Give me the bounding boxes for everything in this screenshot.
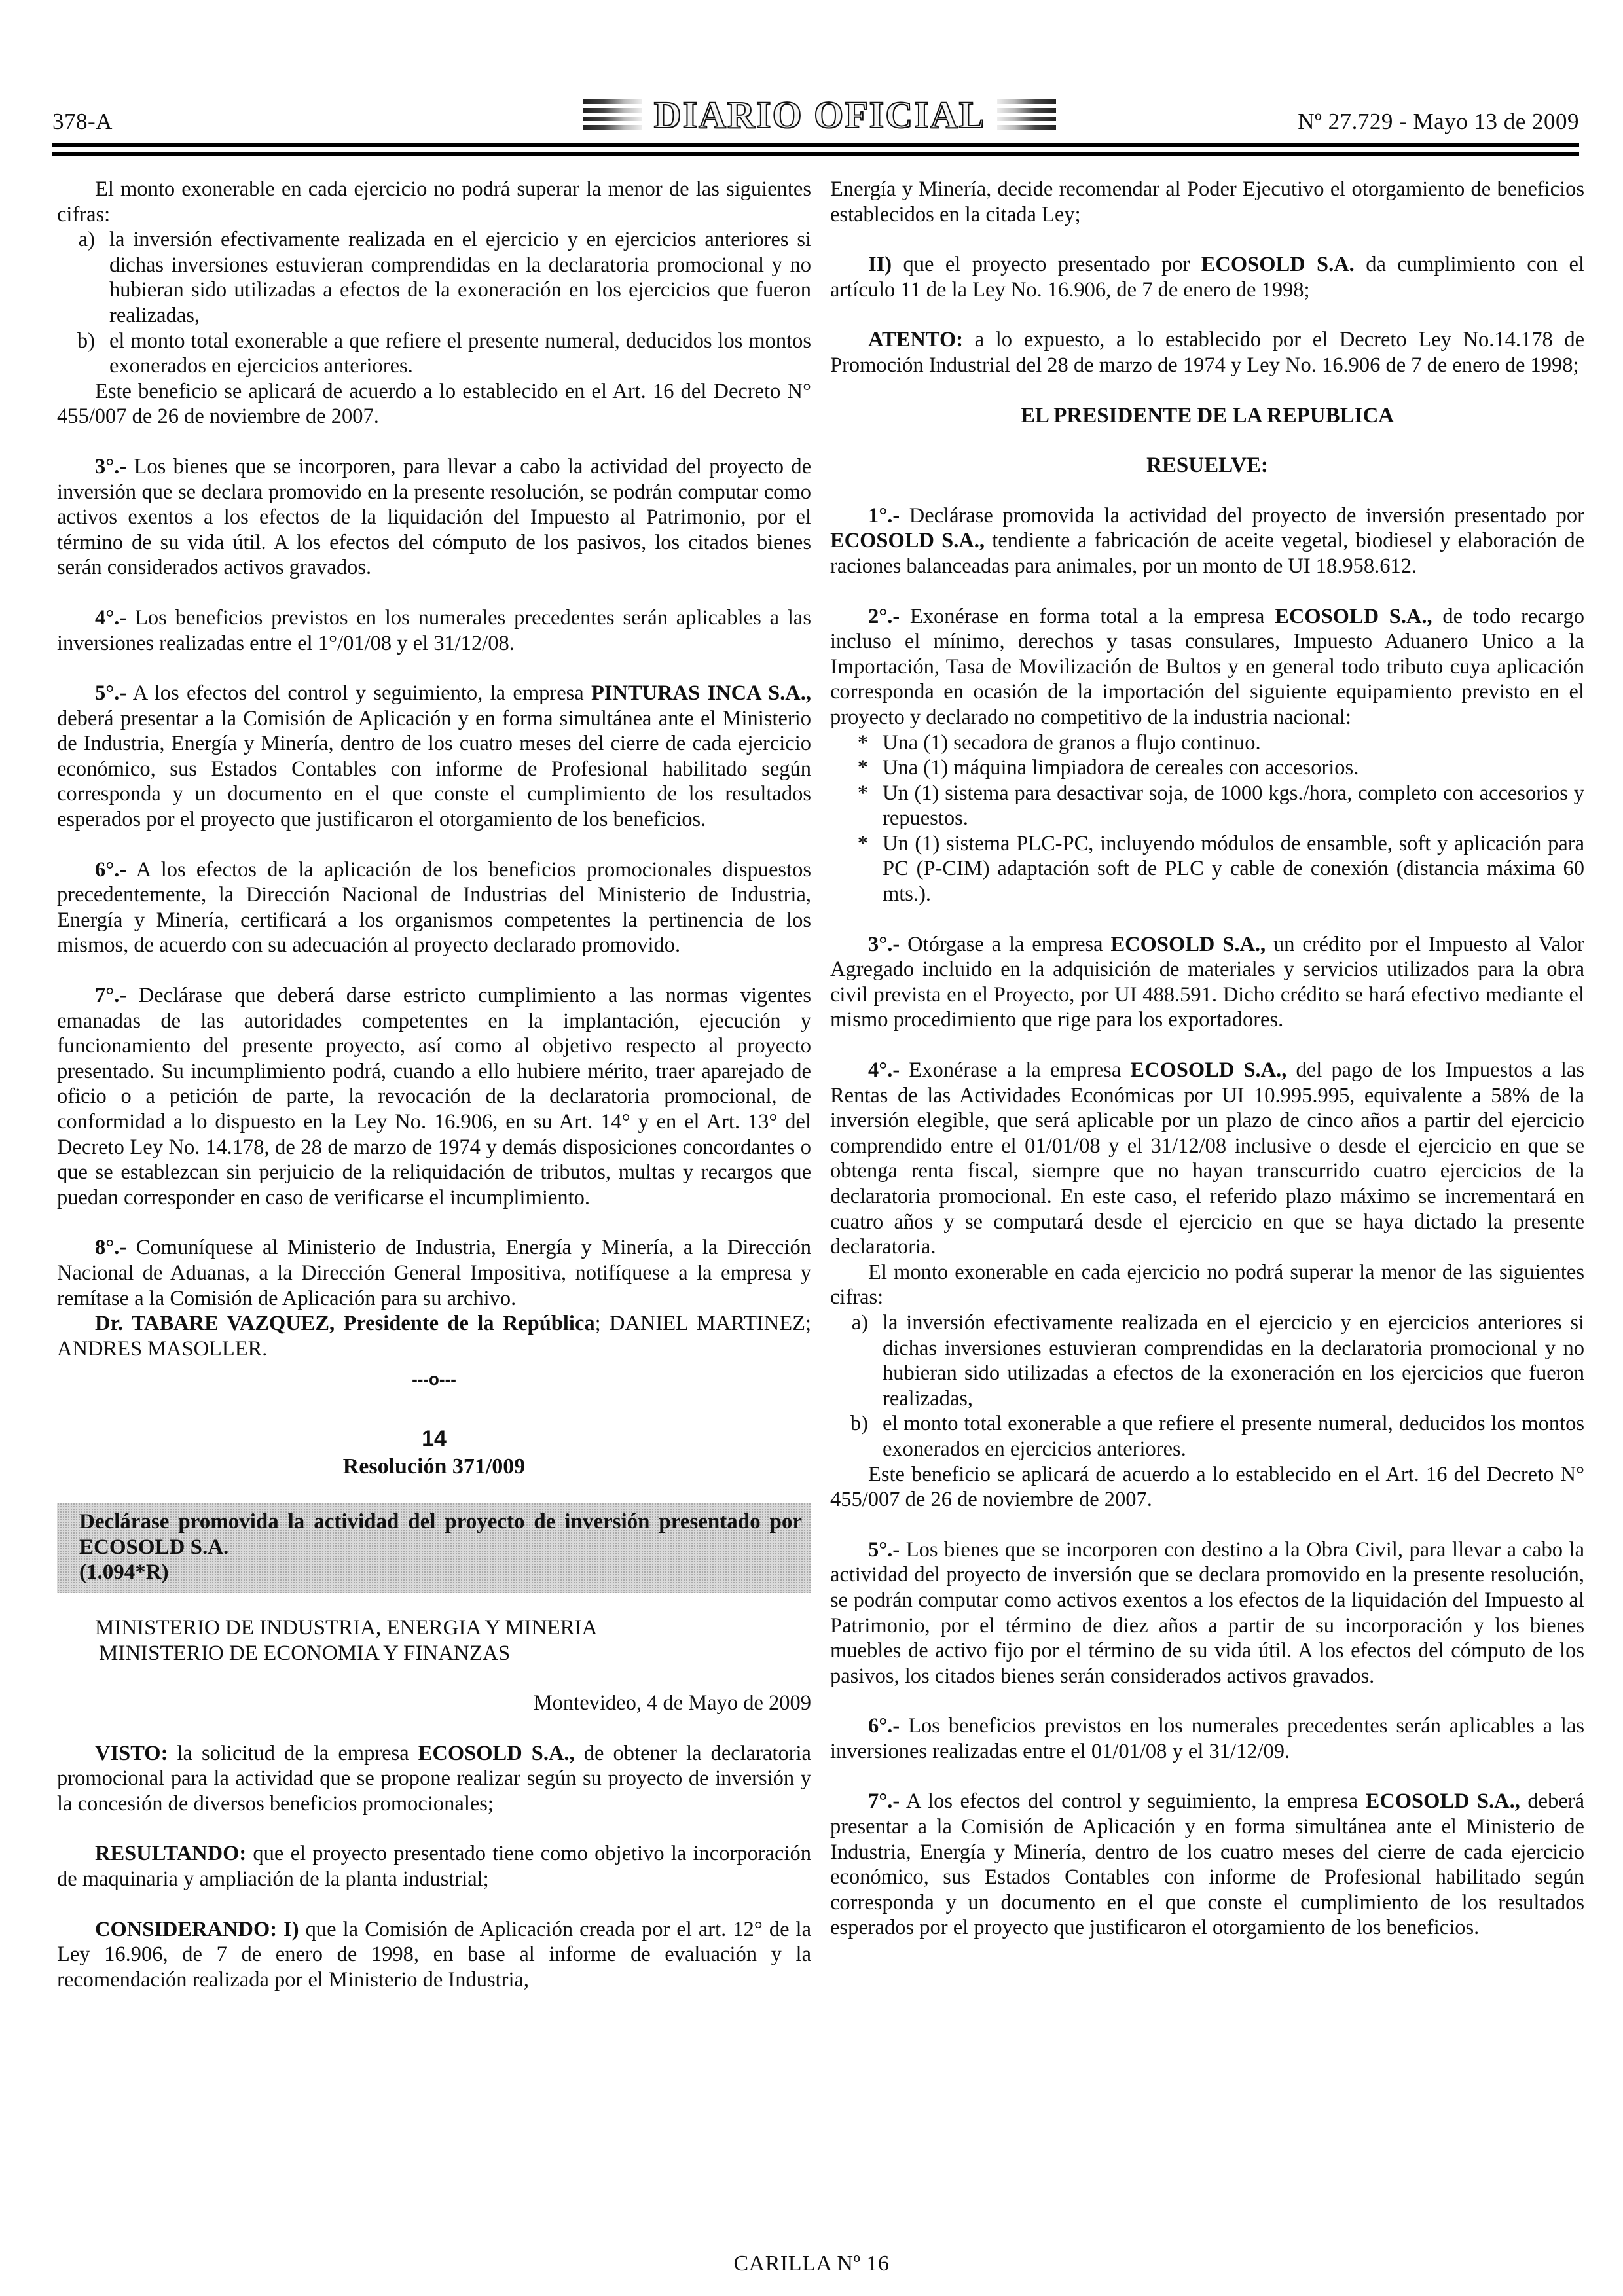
signature bbox=[57, 1311, 811, 1361]
resultando-paragraph bbox=[57, 1841, 811, 1892]
article-number: 6°.- bbox=[95, 857, 127, 882]
bullet-icon: * bbox=[857, 781, 868, 805]
masthead-title: DIARIO OFICIAL bbox=[653, 93, 986, 136]
page-number: 378-A bbox=[52, 109, 113, 134]
considerando-ii-text: da cumplimiento con el artículo 11 de la Ley No. 16.906, de 7 de enero de 1998; bbox=[830, 253, 1584, 302]
president-heading: EL PRESIDENTE DE LA REPUBLICA bbox=[1020, 403, 1395, 427]
list-text: la inversión efectivamente realizada en el ejercicio y en ejercicios anteriores si dichas inversiones estuvieran comprendidas en la declaratoria promocional y no hubieran sido utilizadas a efectos de la exoneración en los ejercicios que fueron realizadas, bbox=[109, 228, 811, 327]
article-number: 6°.- bbox=[868, 1714, 900, 1738]
article-text: del pago de los Impuestos a las Rentas de las Actividades Económicas por UI 10.995.995, equivalente a 58% de la inversión elegible, que será aplicable por un plazo de cinco años a partir del ejercicio comprendido entre el 01/01/08 y el 31/12/08 inclusive o desde el ejercicio en que se obtenga renta fiscal, siempre que no hayan transcurrido cuatro ejercicios de la declaratoria promocional. En este caso, el referido plazo máximo se incrementará en cuatro años y se computará desde el ejercicio en que se haya dictado la presente declaratoria. bbox=[830, 1058, 1584, 1259]
article-text: Exonérase en forma total a la empresa bbox=[900, 604, 1275, 628]
considerando-text: que la Comisión de Aplicación creada por el art. 12° de la Ley 16.906, de 7 de enero de 1998, en base al informe de evaluación y la recomendación realizada por el Ministerio de Industria, bbox=[57, 1917, 811, 1992]
article-text: Comuníquese al Ministerio de Industria, Energía y Minería, a la Dirección Nacional de Aduanas, a la Dirección General Impositiva, notifíquese a la empresa y remítase a la Comisión de Aplicación para su archivo. bbox=[57, 1236, 811, 1310]
atento-label: ATENTO: bbox=[868, 328, 964, 352]
resolution-number: 14 bbox=[422, 1426, 447, 1451]
article-number: 7°.- bbox=[868, 1789, 900, 1814]
intro-lead: El monto exonerable en cada ejercicio no podrá superar la menor de las siguientes cifras: bbox=[57, 177, 811, 226]
section-separator: ---o--- bbox=[412, 1369, 456, 1390]
article-4-closing: Este beneficio se aplicará de acuerdo a lo establecido en el Art. 16 del Decreto N° 455/007 de 26 de noviembre de 2007. bbox=[830, 1462, 1584, 1512]
article-number: 5°.- bbox=[95, 681, 127, 706]
resultando-label: RESULTANDO: bbox=[95, 1842, 247, 1866]
resolution-title: Resolución 371/009 bbox=[342, 1454, 526, 1479]
resolution-summary: Declárase promovida la actividad del proyecto de inversión presentado por ECOSOLD S.A. bbox=[79, 1510, 802, 1559]
equipment-item bbox=[830, 781, 1584, 831]
company-name: ECOSOLD S.A., bbox=[1110, 932, 1266, 956]
company-name: ECOSOLD S.A., bbox=[830, 529, 985, 553]
article-3 bbox=[830, 932, 1584, 1033]
article-2 bbox=[830, 604, 1584, 730]
article-3 bbox=[57, 454, 811, 581]
article-text: Los bienes que se incorporen con destino a la Obra Civil, para llevar a cabo la actividad del proyecto de inversión que se declara promovido en la presente resolución, se podrán computar como activos exentos a los efectos de la liquidación del Impuesto al Patrimonio, por el término de diez años a partir de su incorporación y los bienes muebles de activo fijo por el término de su vida útil. A los efectos del cómputo de los pasivos, los citados bienes serán considerados activos gravados. bbox=[830, 1537, 1584, 1688]
article-text: A los efectos del control y seguimiento, la empresa bbox=[126, 681, 592, 706]
article-4 bbox=[830, 1058, 1584, 1260]
atento-paragraph bbox=[830, 327, 1584, 378]
company-name: ECOSOLD S.A., bbox=[418, 1741, 575, 1765]
company-name: PINTURAS INCA S.A., bbox=[591, 681, 811, 706]
company-name: ECOSOLD S.A., bbox=[1130, 1058, 1287, 1083]
article-number: 7°.- bbox=[95, 984, 127, 1008]
article-5 bbox=[830, 1537, 1584, 1689]
company-name: ECOSOLD S.A., bbox=[1365, 1789, 1520, 1814]
article-4-lead: El monto exonerable en cada ejercicio no podrá superar la menor de las siguientes cifras: bbox=[830, 1260, 1584, 1310]
article-5 bbox=[57, 681, 811, 833]
bullet-icon: * bbox=[857, 730, 868, 755]
bullet-icon: * bbox=[857, 831, 868, 855]
list-item bbox=[57, 329, 811, 379]
considerando-ii-label: II) bbox=[868, 253, 892, 277]
resolution-summary-box bbox=[57, 1503, 811, 1593]
equipment-item bbox=[830, 730, 1584, 756]
list-marker: b) bbox=[850, 1412, 868, 1436]
article-7 bbox=[57, 983, 811, 1210]
article-number: 4°.- bbox=[95, 605, 127, 630]
article-number: 3°.- bbox=[868, 932, 900, 956]
article-text: A los efectos del control y seguimiento, la empresa bbox=[900, 1789, 1366, 1814]
equipment-text: Una (1) máquina limpiadora de cereales con accesorios. bbox=[883, 756, 1359, 780]
list-marker: b) bbox=[77, 329, 95, 353]
article-7 bbox=[830, 1789, 1584, 1941]
article-number: 2°.- bbox=[868, 604, 900, 628]
article-number: 1°.- bbox=[868, 503, 900, 528]
article-number: 5°.- bbox=[868, 1537, 900, 1562]
page-header bbox=[52, 92, 1579, 151]
article-text: A los efectos de la aplicación de los beneficios promocionales dispuestos precedentemente, la Dirección Nacional de Industrias del Ministerio de Industria, Energía y Minería, certificará a los organismos competentes la pertinencia de los mismos, de acuerdo con su adecuación al proyecto declarado promovido. bbox=[57, 857, 811, 958]
resuelve-heading: RESUELVE: bbox=[1146, 454, 1268, 478]
article-text: de todo recargo incluso el mínimo, derechos y tasas consulares, Impuesto Aduanero Unico a la Importación, Tasa de Movilización de Bultos y en general todo tributo cuya aplicación corresponda en ocasión de la importación del siguiente equipamiento previsto en el proyecto y declarado no competitivo de la industria nacional: bbox=[830, 604, 1584, 729]
resultando-text: que el proyecto presentado tiene como objetivo la incorporación de maquinaria y ampliación de la planta industrial; bbox=[57, 1842, 811, 1892]
list-marker: a) bbox=[78, 228, 95, 252]
page-footer: CARILLA Nº 16 bbox=[733, 2251, 890, 2276]
masthead bbox=[571, 92, 1068, 137]
place-date: Montevideo, 4 de Mayo de 2009 bbox=[533, 1691, 811, 1715]
article-number: 8°.- bbox=[95, 1236, 127, 1260]
article-text: Otórgase a la empresa bbox=[900, 932, 1111, 956]
equipment-text: Un (1) sistema PLC-PC, incluyendo módulos de ensamble, soft y aplicación para PC (P-CIM) adaptación soft de PLC y cable de conexión (distancia máxima 60 mts.). bbox=[883, 831, 1584, 906]
left-column bbox=[57, 177, 811, 1992]
article-4 bbox=[57, 605, 811, 656]
company-name: ECOSOLD S.A. bbox=[1201, 253, 1355, 277]
resolution-code: (1.094*R) bbox=[79, 1560, 169, 1585]
article-text: Exonérase a la empresa bbox=[900, 1058, 1131, 1083]
masthead-left-ornament-icon bbox=[583, 99, 642, 130]
bullet-icon: * bbox=[857, 756, 868, 780]
article-number: 4°.- bbox=[868, 1058, 900, 1083]
article-number: 3°.- bbox=[95, 454, 127, 478]
signature-president: Dr. TABARE VAZQUEZ, Presidente de la República bbox=[95, 1312, 595, 1336]
considerando-ii-text: que el proyecto presentado por bbox=[892, 253, 1201, 277]
considerando-continuation: Energía y Minería, decide recomendar al Poder Ejecutivo el otorgamiento de beneficios establecidos en la citada Ley; bbox=[830, 177, 1584, 226]
equipment-text: Un (1) sistema para desactivar soja, de 1000 kgs./hora, completo con accesorios y repuestos. bbox=[883, 781, 1584, 831]
visto-text: la solicitud de la empresa bbox=[168, 1741, 418, 1765]
article-text: Los beneficios previstos en los numerales precedentes serán aplicables a las inversiones realizadas entre el 1°/01/08 y el 31/12/08. bbox=[57, 605, 811, 655]
article-text: Los bienes que se incorporen, para llevar a cabo la actividad del proyecto de inversión que se declara promovido en la presente resolución, se podrán computar como activos exentos a los efectos de la liquidación del Impuesto al Patrimonio, por el término de su vida útil. A los efectos del cómputo de los pasivos, los citados bienes serán considerados activos gravados. bbox=[57, 454, 811, 580]
list-text: el monto total exonerable a que refiere el presente numeral, deducidos los montos exonerados en ejercicios anteriores. bbox=[109, 329, 811, 378]
article-1 bbox=[830, 503, 1584, 579]
header-rule-top bbox=[52, 143, 1579, 147]
list-text: la inversión efectivamente realizada en el ejercicio y en ejercicios anteriores si dichas inversiones estuvieran comprendidas en la declaratoria promocional y no hubieran sido utilizadas a efectos de la exoneración en los ejercicios que fueron realizadas, bbox=[883, 1310, 1584, 1410]
article-text: deberá presentar a la Comisión de Aplicación y en forma simultánea ante el Ministerio de Industria, Energía y Minería, dentro de los cuatro meses del cierre de cada ejercicio económico, sus Estados Contables con informe de Profesional habilitado según corresponda y un documento en el que conste el cumplimiento de los resultados esperados por el proyecto que justificaron el otorgamiento de los beneficios. bbox=[830, 1789, 1584, 1940]
considerando-ii bbox=[830, 252, 1584, 302]
list-item bbox=[830, 1411, 1584, 1462]
equipment-item bbox=[830, 831, 1584, 907]
header-rule-bottom bbox=[52, 152, 1579, 156]
masthead-right-ornament-icon bbox=[997, 99, 1056, 130]
issue-info: Nº 27.729 - Mayo 13 de 2009 bbox=[1298, 109, 1579, 134]
considerando-label: CONSIDERANDO: I) bbox=[95, 1917, 299, 1941]
list-item bbox=[830, 1310, 1584, 1411]
equipment-text: Una (1) secadora de granos a flujo continuo. bbox=[883, 730, 1261, 755]
ministry-economy: MINISTERIO DE ECONOMIA Y FINANZAS bbox=[99, 1641, 511, 1665]
right-column bbox=[830, 177, 1584, 1941]
visto-paragraph bbox=[57, 1741, 811, 1817]
ministry-industry: MINISTERIO DE INDUSTRIA, ENERGIA Y MINERIA bbox=[95, 1615, 598, 1640]
article-text: un crédito por el Impuesto al Valor Agregado incluido en la adquisición de materiales y servicios utilizados para la obra civil prevista en el Proyecto, por UI 488.591. Dicho crédito se hará efectivo mediante el mismo procedimiento que rige para los exportadores. bbox=[830, 932, 1585, 1032]
article-6 bbox=[57, 857, 811, 958]
ministries bbox=[57, 1615, 811, 1666]
article-text: Declárase que deberá darse estricto cumplimiento a las normas vigentes emanadas de las autoridades competentes en la implantación, ejecución y funcionamiento del presente proyecto, así como al objetivo respecto al proyecto presentado. Su incumplimiento podrá, cuando a ello hubiere mérito, traer aparejado de oficio o a petición de parte, la revocación de la declaratoria promocional, de conformidad a lo dispuesto en la Ley No. 16.906, en su Art. 14° y en el Art. 13° del Decreto Ley No. 14.178, de 28 de marzo de 1974 y demás disposiciones concordantes o que se establezcan sin perjuicio de la reliquidación de tributos, multas y recargos que puedan corresponder en caso de verificarse el incumplimiento. bbox=[57, 984, 811, 1210]
visto-label: VISTO: bbox=[95, 1741, 168, 1765]
article-text: Los beneficios previstos en los numerales precedentes serán aplicables a las inversiones realizadas entre el 01/01/08 y el 31/12/09. bbox=[830, 1714, 1584, 1763]
company-name: ECOSOLD S.A., bbox=[1275, 604, 1432, 628]
article-8 bbox=[57, 1235, 811, 1311]
intro-closing: Este beneficio se aplicará de acuerdo a lo establecido en el Art. 16 del Decreto N° 455/007 de 26 de noviembre de 2007. bbox=[57, 379, 811, 429]
article-text: tendiente a fabricación de aceite vegetal, biodiesel y elaboración de raciones balanceadas para animales, por un monto de UI 18.958.612. bbox=[830, 529, 1584, 578]
list-marker: a) bbox=[851, 1310, 868, 1335]
considerando-paragraph bbox=[57, 1917, 811, 1993]
equipment-item bbox=[830, 755, 1584, 781]
visto-text: de obtener la declaratoria promocional para la actividad que se propone realizar según su proyecto de inversión y la concesión de diversos beneficios promocionales; bbox=[57, 1741, 811, 1816]
list-item bbox=[57, 227, 811, 328]
article-text: deberá presentar a la Comisión de Aplicación y en forma simultánea ante el Ministerio de Industria, Energía y Minería, dentro de los cuatro meses del cierre de cada ejercicio económico, sus Estados Contables con informe de Profesional habilitado según corresponda y un documento en el que conste el cumplimiento de los resultados esperados por el proyecto que justificaron el otorgamiento de los beneficios. bbox=[57, 706, 811, 832]
article-6 bbox=[830, 1713, 1584, 1764]
article-text: Declárase promovida la actividad del proyecto de inversión presentado por bbox=[900, 503, 1584, 528]
list-text: el monto total exonerable a que refiere el presente numeral, deducidos los montos exonerados en ejercicios anteriores. bbox=[883, 1412, 1584, 1461]
atento-text: a lo expuesto, a lo establecido por el Decreto Ley No.14.178 de Promoción Industrial del 28 de marzo de 1974 y Ley No. 16.906 de 7 de enero de 1998; bbox=[830, 328, 1584, 377]
signature-ministers: ; DANIEL MARTINEZ; ANDRES MASOLLER. bbox=[57, 1312, 811, 1361]
